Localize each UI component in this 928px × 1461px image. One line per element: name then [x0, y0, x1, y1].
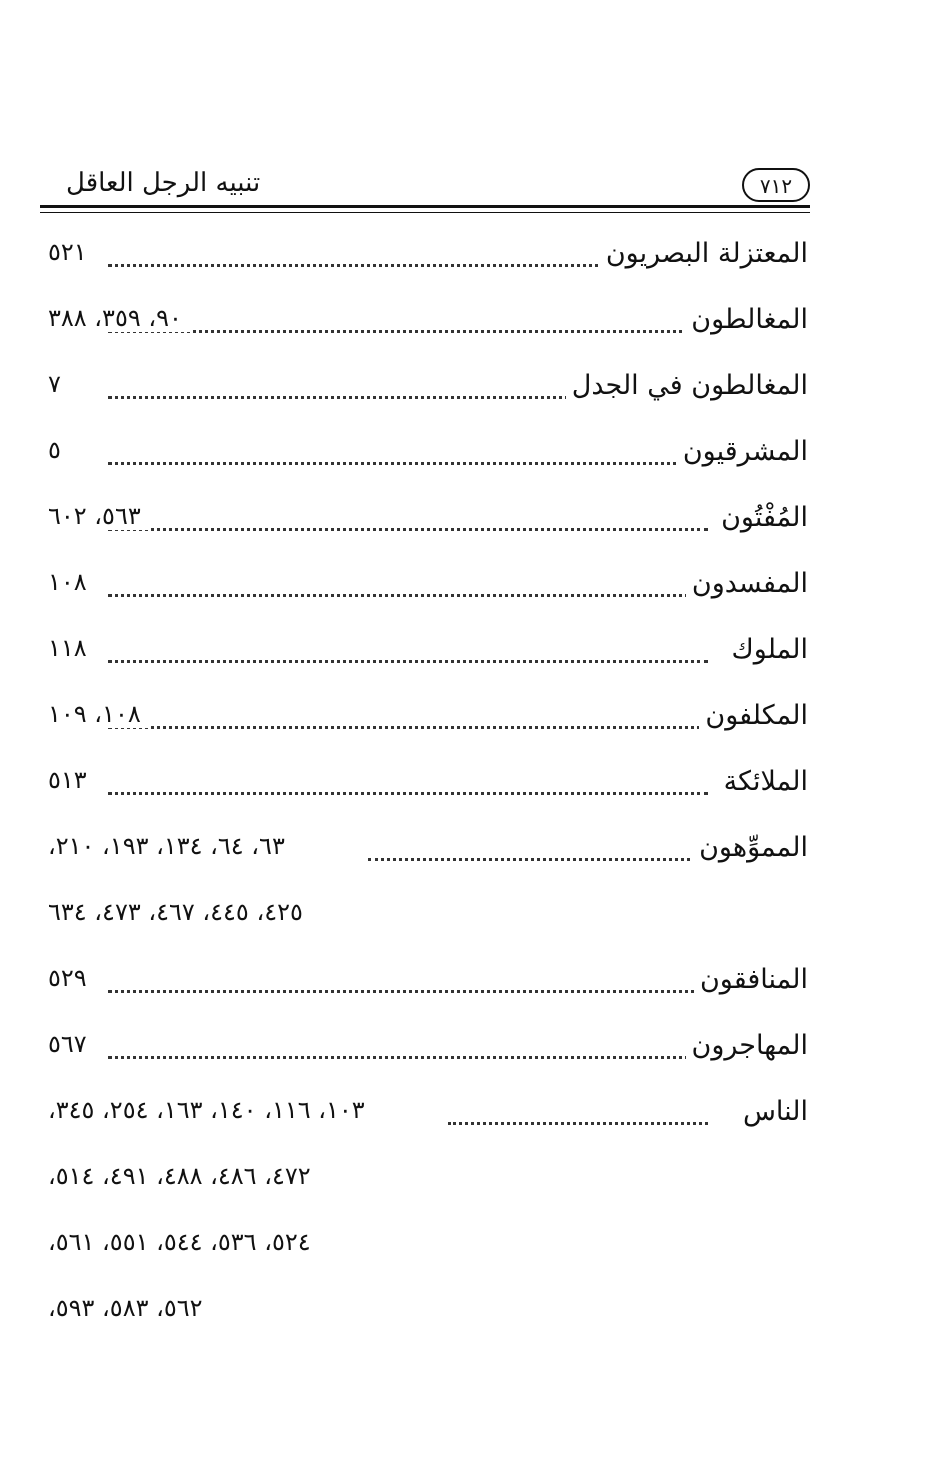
page-number-badge: ٧١٢: [742, 168, 810, 202]
index-entry-continuation: [48, 1218, 808, 1284]
index-entry-continuation: [48, 1152, 808, 1218]
index-pages: ٦٣، ٦٤، ١٣٤، ١٩٣، ٢١٠،: [48, 832, 293, 860]
index-pages: ٥٦٧: [48, 1030, 95, 1058]
index-entry-continuation: [48, 1284, 808, 1350]
index-entry: [48, 360, 808, 426]
dot-leader: [108, 726, 708, 729]
index-entry: [48, 822, 808, 888]
index-entry: [48, 294, 808, 360]
dot-leader: [108, 660, 708, 663]
index-entry: [48, 954, 808, 1020]
index-term: المهاجرون: [686, 1030, 808, 1061]
index-pages: ١٠٨، ١٠٩: [48, 700, 149, 728]
header-rule-thick: [40, 205, 810, 208]
index-entry: [48, 756, 808, 822]
dot-leader: [108, 1056, 708, 1059]
index-entry: [48, 558, 808, 624]
index-entry: [48, 624, 808, 690]
index-pages: ٥٢٩: [48, 964, 95, 992]
index-term: المُفْتُون: [715, 502, 808, 533]
index-term: المموِّهون: [693, 832, 808, 863]
dot-leader: [448, 1122, 708, 1125]
dot-leader: [108, 528, 708, 531]
index-pages: ٥: [48, 436, 69, 464]
index-entry: [48, 1086, 808, 1152]
index-term: الملائكة: [718, 766, 808, 797]
index-pages: ٧: [48, 370, 69, 398]
index-pages: ٥٢٤، ٥٣٦، ٥٤٤، ٥٥١، ٥٦١،: [48, 1228, 311, 1256]
book-title: تنبيه الرجل العاقل: [66, 168, 261, 198]
index-list: [48, 228, 808, 1350]
index-term: المعتزلة البصريون: [600, 238, 808, 269]
index-term: المشرقيون: [677, 436, 808, 467]
index-entry: [48, 690, 808, 756]
dot-leader: [108, 462, 708, 465]
header-rule-thin: [40, 212, 810, 213]
index-pages: ٤٧٢، ٤٨٦، ٤٨٨، ٤٩١، ٥١٤،: [48, 1162, 311, 1190]
index-pages: ٥٦٢، ٥٨٣، ٥٩٣،: [48, 1294, 203, 1322]
index-term: المنافقون: [694, 964, 808, 995]
index-pages: ٩٠، ٣٥٩، ٣٨٨: [48, 304, 190, 332]
index-term: المغالطون في الجدل: [566, 370, 808, 401]
index-term: المفسدون: [686, 568, 808, 599]
index-entry-continuation: [48, 888, 808, 954]
dot-leader: [108, 330, 708, 333]
dot-leader: [368, 858, 708, 861]
index-pages: ١٠٣، ١١٦، ١٤٠، ١٦٣، ٢٥٤، ٣٤٥،: [48, 1096, 373, 1124]
dot-leader: [108, 792, 708, 795]
dot-leader: [108, 594, 708, 597]
index-entry: [48, 1020, 808, 1086]
index-term: المغالطون: [685, 304, 808, 335]
index-pages: ٥٢١: [48, 238, 95, 266]
index-term: الملوك: [726, 634, 808, 665]
running-header: [40, 162, 810, 218]
dot-leader: [108, 990, 708, 993]
index-term: الناس: [737, 1096, 808, 1127]
index-entry: [48, 228, 808, 294]
index-entry: [48, 426, 808, 492]
index-entry: [48, 492, 808, 558]
index-term: المكلفون: [699, 700, 808, 731]
index-pages: ١١٨: [48, 634, 95, 662]
index-pages: ١٠٨: [48, 568, 95, 596]
index-pages: ٥١٣: [48, 766, 95, 794]
index-pages: ٤٢٥، ٤٤٥، ٤٦٧، ٤٧٣، ٦٣٤: [48, 898, 303, 926]
index-pages: ٥٦٣، ٦٠٢: [48, 502, 149, 530]
